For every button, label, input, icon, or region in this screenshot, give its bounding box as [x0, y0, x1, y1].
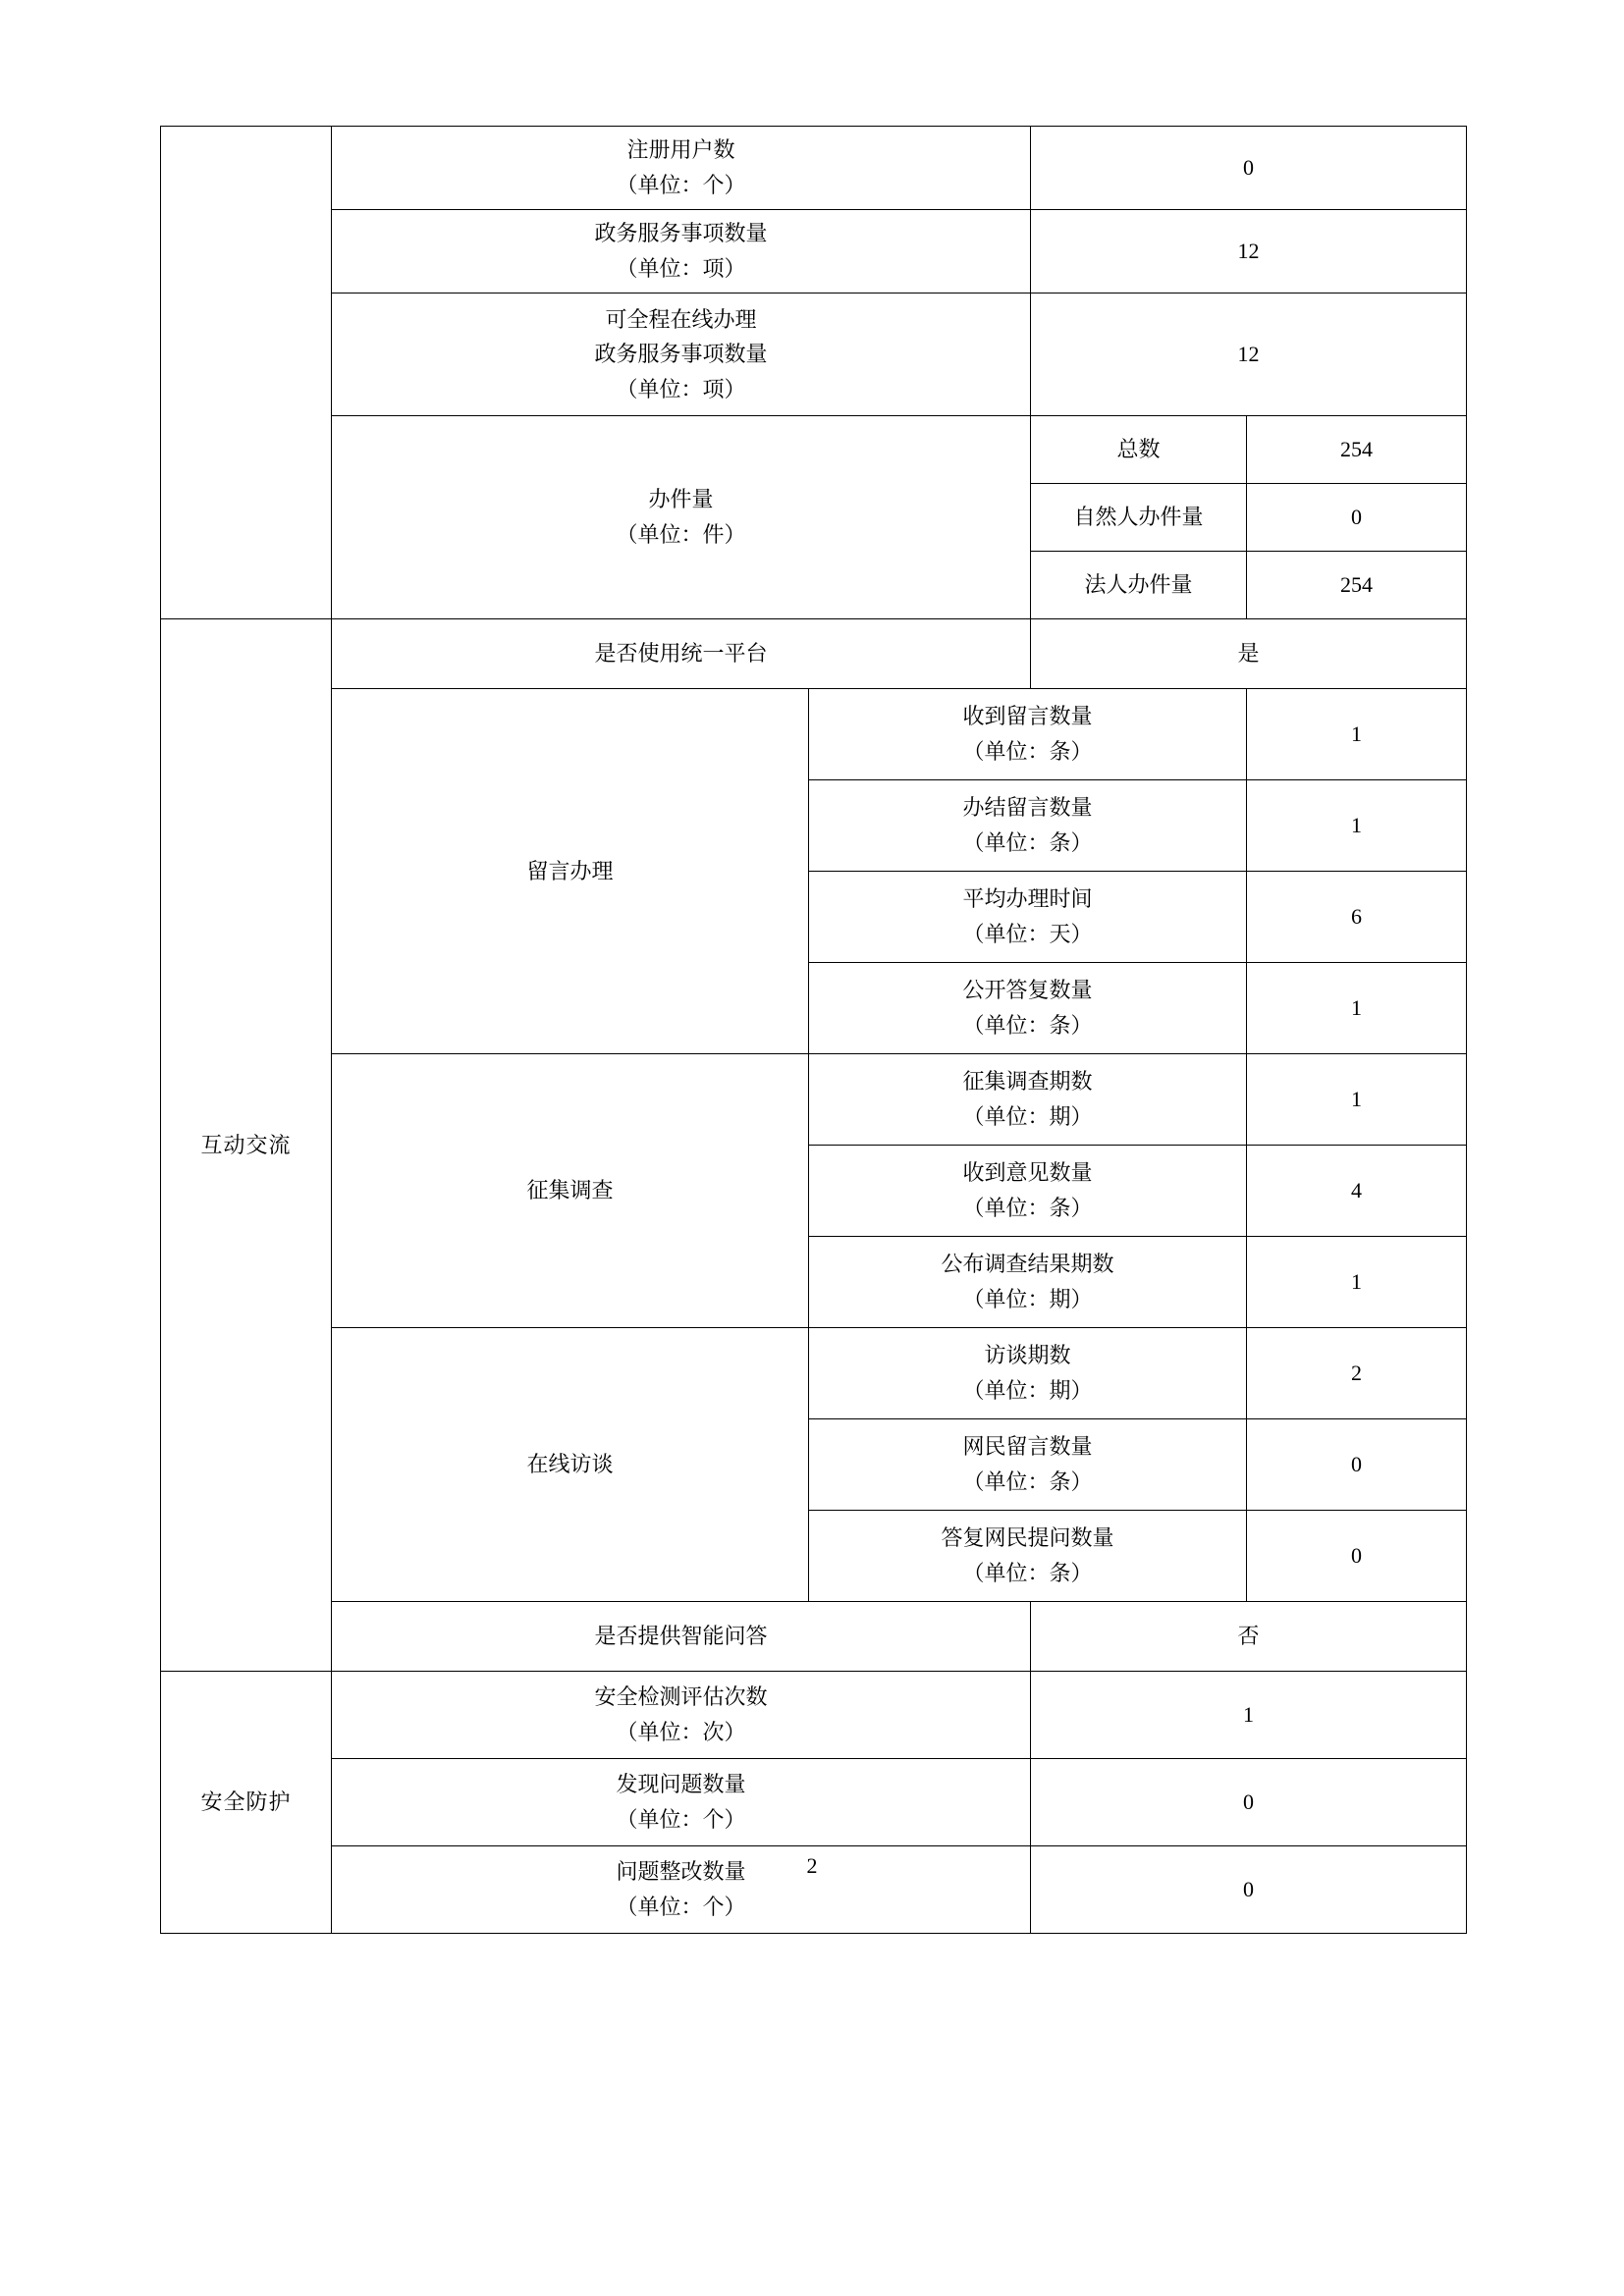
label-messages-completed: 办结留言数量 （单位：条）: [809, 780, 1247, 872]
value-average-time: 6: [1247, 872, 1467, 963]
table-row: [161, 416, 1467, 484]
label-interview-periods: 访谈期数 （单位：期）: [809, 1328, 1247, 1419]
value-gov-service-items: 12: [1031, 210, 1467, 294]
label-opinions-received: 收到意见数量 （单位：条）: [809, 1146, 1247, 1237]
label-issues-found: 发现问题数量 （单位：个）: [332, 1759, 1031, 1846]
label-handled-legal: 法人办件量: [1031, 552, 1247, 619]
label-handled-total: 总数: [1031, 416, 1247, 484]
value-security-checks: 1: [1031, 1672, 1467, 1759]
value-messages-completed: 1: [1247, 780, 1467, 872]
label-netizen-replies: 答复网民提问数量 （单位：条）: [809, 1511, 1247, 1602]
value-interview-periods: 2: [1247, 1328, 1467, 1419]
label-smart-qa: 是否提供智能问答: [332, 1602, 1031, 1672]
table-row: [161, 689, 1467, 780]
table-row: [161, 1759, 1467, 1846]
value-registered-users: 0: [1031, 127, 1467, 210]
table-row: [161, 127, 1467, 210]
label-survey: 征集调查: [332, 1054, 809, 1328]
label-survey-results-published: 公布调查结果期数 （单位：期）: [809, 1237, 1247, 1328]
value-messages-received: 1: [1247, 689, 1467, 780]
label-issues-fixed: 问题整改数量 （单位：个）: [332, 1846, 1031, 1934]
label-public-replies: 公开答复数量 （单位：条）: [809, 963, 1247, 1054]
table-row: [161, 294, 1467, 416]
annual-report-table-main: [160, 126, 1466, 1934]
table-row: [161, 210, 1467, 294]
value-netizen-replies: 0: [1247, 1511, 1467, 1602]
value-handled-total: 254: [1247, 416, 1467, 484]
value-smart-qa: 否: [1031, 1602, 1467, 1672]
category-cell-empty: [161, 127, 332, 619]
label-netizen-messages: 网民留言数量 （单位：条）: [809, 1419, 1247, 1511]
table-row: [161, 1328, 1467, 1419]
value-netizen-messages: 0: [1247, 1419, 1467, 1511]
table-row: [161, 1672, 1467, 1759]
page-number: 2: [806, 1853, 818, 1878]
table-row: [161, 1054, 1467, 1146]
value-full-online-items: 12: [1031, 294, 1467, 416]
category-security: 安全防护: [161, 1672, 332, 1934]
label-average-time: 平均办理时间 （单位：天）: [809, 872, 1247, 963]
label-messages-received: 收到留言数量 （单位：条）: [809, 689, 1247, 780]
value-survey-periods: 1: [1247, 1054, 1467, 1146]
label-online-interview: 在线访谈: [332, 1328, 809, 1602]
table-row: [161, 1602, 1467, 1672]
label-handled-volume: 办件量 （单位：件）: [332, 416, 1031, 619]
value-issues-found: 0: [1031, 1759, 1467, 1846]
annual-report-table: [160, 126, 1467, 1934]
value-public-replies: 1: [1247, 963, 1467, 1054]
category-interaction: 互动交流: [161, 619, 332, 1672]
label-survey-periods: 征集调查期数 （单位：期）: [809, 1054, 1247, 1146]
table-row: [161, 619, 1467, 689]
label-full-online-items: 可全程在线办理 政务服务事项数量 （单位：项）: [332, 294, 1031, 416]
value-opinions-received: 4: [1247, 1146, 1467, 1237]
value-issues-fixed: 0: [1031, 1846, 1467, 1934]
label-registered-users: 注册用户数 （单位：个）: [332, 127, 1031, 210]
label-message-handling: 留言办理: [332, 689, 809, 1054]
value-handled-natural: 0: [1247, 484, 1467, 552]
label-unified-platform: 是否使用统一平台: [332, 619, 1031, 689]
label-security-checks: 安全检测评估次数 （单位：次）: [332, 1672, 1031, 1759]
value-unified-platform: 是: [1031, 619, 1467, 689]
label-handled-natural: 自然人办件量: [1031, 484, 1247, 552]
label-gov-service-items: 政务服务事项数量 （单位：项）: [332, 210, 1031, 294]
value-handled-legal: 254: [1247, 552, 1467, 619]
value-survey-results-published: 1: [1247, 1237, 1467, 1328]
